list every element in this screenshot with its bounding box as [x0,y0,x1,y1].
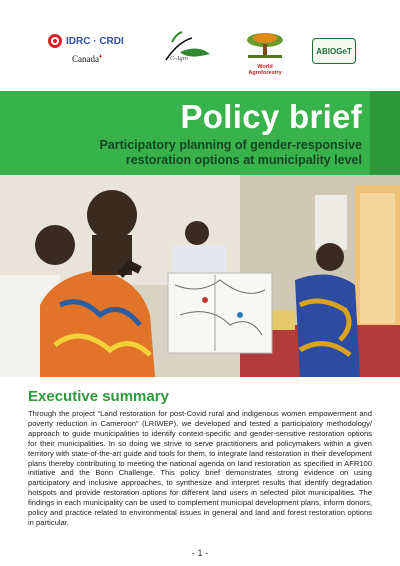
world-agroforestry-text: World Agroforestry [248,64,282,76]
workshop-photo [0,175,400,377]
cagro-logo-text: C-Agro [170,56,188,62]
abioget-logo-text: ABIOGeT [316,46,352,56]
idrc-circle-icon [48,34,62,48]
page-number: - 1 - [191,548,208,558]
world-agroforestry-logo [240,30,290,74]
abioget-logo [312,38,356,64]
canada-wordmark: Canada♦ [72,54,103,64]
executive-summary-heading: Executive summary [28,388,169,405]
banner-accent [370,91,400,175]
idrc-crdi-logo [48,34,134,70]
workshop-photo-icon [0,175,400,377]
executive-summary-body: Through the project “Land restoration for post-Covid rural and indigenous women empowerment and poverty reduction in Cameroon” (LRIWEP), we developed and tested a participatory methodology/ approach to guide municipalities to identify context-specific and gender-sensitive restoration options for their municipalities. In so doing we strive to serve practitioners and policymakers within a given territory with state-of-the-art guide and tools for them, to integrate land restoration in their development plans thereby contributing to meeting the national agenda on land restoration as specified in AFR100 initiative and the Bonn Challenge. This policy brief demonstrates strong evidence on using participatory and inclusive approaches, to synthesize and interpret results that identify degradation hotspots and provide restoration options for different land users in selected pilot municipalities. The findings in each municipality can be used to complement municipal development plans, inform donors, policy and practice related to environmental issues in general and land and forest restoration options in particular. [28,409,373,527]
tree-icon [240,30,290,58]
cagro-leaf-icon [158,30,216,70]
idrc-logo-text: IDRC · CRDI [66,35,124,47]
partner-logos [0,0,400,90]
cagro-logo [158,30,216,70]
page-subtitle: Participatory planning of gender-responsive restoration options at municipality level [99,138,362,167]
page-title: Policy brief [180,98,362,135]
